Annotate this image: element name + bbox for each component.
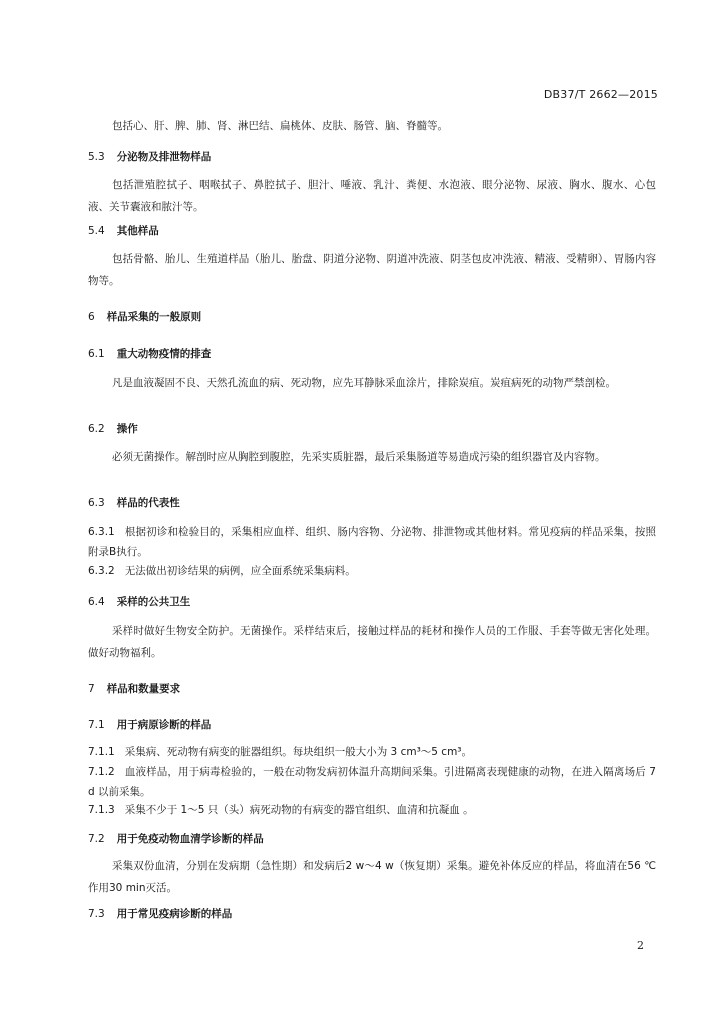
paragraph-serology-samples: 采集双份血清，分别在发病期（急性期）和发病后2 w～4 w（恢复期）采集。避免补体反应的样品，将血清在56 ℃作用30 min灭活。 — [88, 860, 656, 894]
paragraph-organ-samples: 包括心、肝、脾、肺、肾、淋巴结、扁桃体、皮肤、肠管、脑、脊髓等。 — [112, 120, 448, 132]
section-number: 7.3 — [88, 908, 105, 920]
section-number: 5.4 — [88, 225, 105, 237]
section-number: 6.3 — [88, 497, 105, 509]
section-number: 5.3 — [88, 151, 105, 163]
section-heading-7-3 — [88, 906, 232, 921]
item-text: 无法做出初诊结果的病例，应全面系统采集病料。 — [124, 565, 356, 577]
section-number: 7 — [88, 683, 95, 695]
section-heading-5-3 — [88, 149, 211, 164]
section-title: 采样的公共卫生 — [116, 596, 191, 608]
item-7-1-2 — [88, 762, 656, 802]
paragraph-secretion-samples: 包括泄殖腔拭子、咽喉拭子、鼻腔拭子、胆汁、唾液、乳汁、粪便、水泡液、眼分泌物、尿液、胸水、腹水、心包液、关节囊液和脓汁等。 — [88, 179, 656, 213]
paragraph-operation: 必须无菌操作。解剖时应从胸腔到腹腔，先采实质脏器，最后采集肠道等易造成污染的组织器官及内容物。 — [112, 451, 606, 463]
item-number: 6.3.1 — [88, 526, 115, 538]
section-title: 样品的代表性 — [116, 497, 180, 509]
section-number: 6.2 — [88, 423, 105, 435]
item-number: 7.1.2 — [88, 766, 115, 778]
page-number: 2 — [637, 939, 644, 952]
item-7-1-1 — [88, 742, 656, 762]
section-heading-6-1 — [88, 346, 211, 361]
item-text: 根据初诊和检验目的，采集相应血样、组织、肠内容物、分泌物、排泄物或其他材料。常见疫病的样品采集，按照附录B执行。 — [88, 526, 656, 558]
section-heading-6 — [88, 309, 201, 324]
section-heading-7 — [88, 681, 180, 696]
item-text: 采集病、死动物有病变的脏器组织。每块组织一般大小为 3 cm³～5 cm³。 — [124, 746, 473, 758]
section-number: 7.1 — [88, 719, 105, 731]
item-6-3-1 — [88, 522, 656, 562]
paragraph-epidemic-screening: 凡是血液凝固不良、天然孔流血的病、死动物，应先耳静脉采血涂片，排除炭疽。炭疽病死的动物严禁剖检。 — [112, 377, 616, 389]
section-heading-5-4 — [88, 223, 159, 238]
section-title: 重大动物疫情的排查 — [116, 348, 212, 360]
section-number: 7.2 — [88, 833, 105, 845]
section-title: 其他样品 — [116, 225, 159, 237]
section-title: 样品采集的一般原则 — [106, 311, 202, 323]
section-title: 操作 — [116, 423, 138, 435]
item-text: 采集不少于 1～5 只（头）病死动物的有病变的器官组织、血清和抗凝血 。 — [124, 804, 474, 816]
section-title: 用于免疫动物血清学诊断的样品 — [116, 833, 264, 845]
item-number: 6.3.2 — [88, 565, 115, 577]
section-number: 6.1 — [88, 348, 105, 360]
section-number: 6 — [88, 311, 95, 323]
section-heading-7-1 — [88, 717, 211, 732]
section-heading-6-4 — [88, 594, 190, 609]
section-heading-7-2 — [88, 831, 264, 846]
item-number: 7.1.1 — [88, 746, 115, 758]
section-heading-6-3 — [88, 495, 180, 510]
item-7-1-3 — [88, 800, 656, 820]
section-title: 用于常见疫病诊断的样品 — [116, 908, 233, 920]
item-text: 血液样品，用于病毒检验的，一般在动物发病初体温升高期间采集。引进隔离表现健康的动物，在进入隔离场后 7 d 以前采集。 — [88, 766, 656, 798]
paragraph-public-health: 采样时做好生物安全防护。无菌操作。采样结束后，接触过样品的耗材和操作人员的工作服、手套等做无害化处理。做好动物福利。 — [88, 625, 656, 659]
document-id: DB37/T 2662—2015 — [543, 88, 658, 101]
section-title: 用于病原诊断的样品 — [116, 719, 212, 731]
item-6-3-2 — [88, 561, 656, 581]
section-heading-6-2 — [88, 421, 138, 436]
section-number: 6.4 — [88, 596, 105, 608]
section-title: 分泌物及排泄物样品 — [116, 151, 212, 163]
item-number: 7.1.3 — [88, 804, 115, 816]
paragraph-other-samples: 包括骨骼、胎儿、生殖道样品（胎儿、胎盘、阴道分泌物、阴道冲洗液、阴茎包皮冲洗液、精液、受精卵）、胃肠内容物等。 — [88, 253, 656, 287]
section-title: 样品和数量要求 — [106, 683, 181, 695]
